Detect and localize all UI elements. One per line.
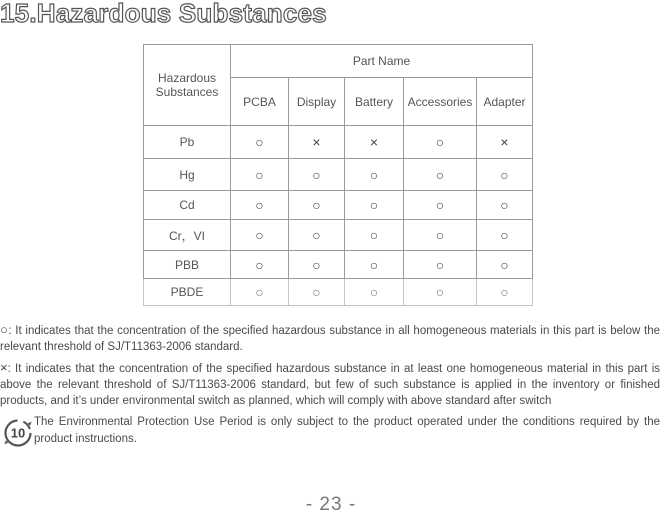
hazardous-substances-table bbox=[143, 44, 533, 306]
table-corner-header bbox=[144, 45, 231, 126]
mark-cell: ○ bbox=[231, 220, 289, 251]
mark-cell: ○ bbox=[477, 279, 533, 306]
column-header-adapter: Adapter bbox=[477, 78, 533, 126]
substance-label: PBDE bbox=[144, 279, 231, 306]
column-header-accessories: Accessories bbox=[404, 78, 477, 126]
mark-cell: ○ bbox=[231, 279, 289, 306]
mark-cell: ○ bbox=[477, 251, 533, 279]
mark-cell: ○ bbox=[289, 159, 345, 191]
legend-notes bbox=[0, 322, 660, 414]
column-header-battery: Battery bbox=[345, 78, 404, 126]
mark-cell: × bbox=[345, 126, 404, 159]
mark-cell: ○ bbox=[289, 279, 345, 306]
mark-cell: ○ bbox=[477, 220, 533, 251]
table-row bbox=[144, 251, 533, 279]
table-row bbox=[144, 191, 533, 220]
mark-cell: ○ bbox=[345, 159, 404, 191]
mark-cell: ○ bbox=[289, 251, 345, 279]
page-number: - 23 - bbox=[305, 494, 357, 515]
part-name-header: Part Name bbox=[231, 45, 533, 78]
header-line-2: Substances bbox=[155, 85, 219, 99]
mark-cell: ○ bbox=[345, 191, 404, 220]
cross-note bbox=[0, 360, 660, 409]
mark-cell: ○ bbox=[404, 279, 477, 306]
mark-cell: ○ bbox=[477, 191, 533, 220]
circle-note-text: : It indicates that the concentration of the specified hazardous substance in all homogeneous materials in this part is below the relevant threshold of SJ/T11363-2006 standard. bbox=[0, 325, 660, 353]
mark-cell: × bbox=[477, 126, 533, 159]
cross-icon: × bbox=[0, 360, 8, 375]
epup-statement bbox=[0, 414, 660, 448]
mark-cell: ○ bbox=[289, 220, 345, 251]
column-header-display: Display bbox=[289, 78, 345, 126]
mark-cell: ○ bbox=[404, 126, 477, 159]
environment-protection-use-period-icon bbox=[3, 418, 33, 448]
mark-cell: ○ bbox=[231, 126, 289, 159]
mark-cell: ○ bbox=[289, 191, 345, 220]
substance-label: PBB bbox=[144, 251, 231, 279]
mark-cell: ○ bbox=[404, 159, 477, 191]
mark-cell: ○ bbox=[477, 159, 533, 191]
column-header-pcba: PCBA bbox=[231, 78, 289, 126]
circle-note bbox=[0, 322, 660, 355]
circle-icon: ○ bbox=[0, 322, 9, 337]
table-row bbox=[144, 220, 533, 251]
mark-cell: ○ bbox=[404, 191, 477, 220]
mark-cell: ○ bbox=[345, 220, 404, 251]
mark-cell: ○ bbox=[404, 220, 477, 251]
mark-cell: ○ bbox=[345, 251, 404, 279]
substance-label: Cr，VI bbox=[144, 220, 231, 251]
mark-cell: ○ bbox=[231, 191, 289, 220]
mark-cell: ○ bbox=[345, 279, 404, 306]
table-row bbox=[144, 159, 533, 191]
epup-icon-number: 10 bbox=[10, 425, 26, 441]
mark-cell: ○ bbox=[404, 251, 477, 279]
page-title: 15.Hazardous Substances bbox=[0, 0, 327, 28]
table-row bbox=[144, 279, 533, 306]
mark-cell: ○ bbox=[231, 251, 289, 279]
mark-cell: ○ bbox=[231, 159, 289, 191]
table-row bbox=[144, 126, 533, 159]
header-line-1: Hazardous bbox=[157, 71, 217, 85]
substance-label: Pb bbox=[144, 126, 231, 159]
mark-cell: × bbox=[289, 126, 345, 159]
cross-note-text: : It indicates that the concentration of the specified hazardous substance in at least one homogeneous material in this part is above the relevant threshold of SJ/T11363-2006 standard, but few of such substance is applied in the inventory or finished products, and it’s under environmental switch as planned, which will comply with above standard after switch bbox=[0, 363, 660, 407]
epup-text: The Environmental Protection Use Period is only subject to the product operated under the conditions required by the product instructions. bbox=[34, 416, 660, 445]
substance-label: Hg bbox=[144, 159, 231, 191]
substance-label: Cd bbox=[144, 191, 231, 220]
